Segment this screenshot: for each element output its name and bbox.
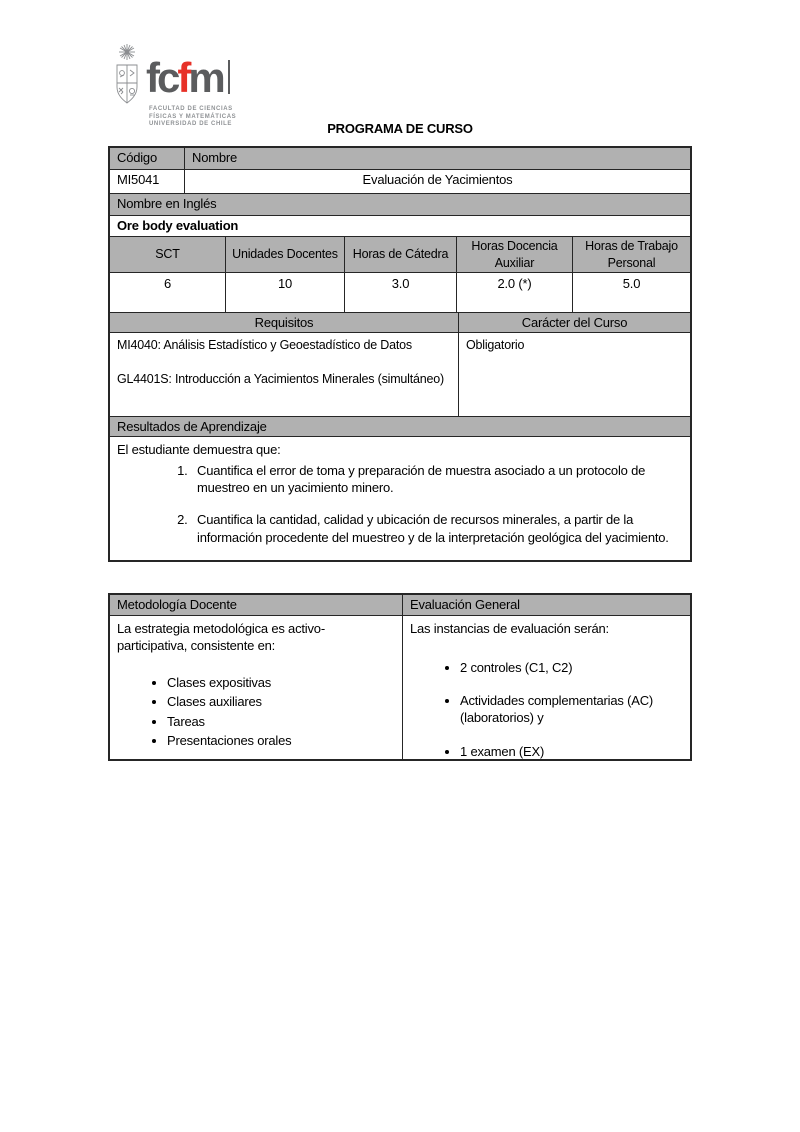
requisitos-value-row (110, 332, 690, 416)
resultados-content-row (110, 436, 690, 560)
evaluacion-intro: Las instancias de evaluación serán: (410, 621, 609, 636)
evaluacion-content (402, 616, 690, 759)
resultados-content (110, 437, 690, 560)
logo-letters-fc: fc (146, 54, 178, 101)
horas-docencia-value: 2.0 (*) (456, 273, 572, 312)
english-name-header-row (110, 193, 690, 215)
page-title: PROGRAMA DE CURSO (327, 121, 473, 136)
requisitos-header-row (110, 312, 690, 332)
learning-outcome-item: 1. Cuantifica el error de toma y preparación de muestra asociado a un protocolo de muestreo en un yacimiento minero. (191, 462, 683, 496)
logo-letter-m: m (188, 54, 223, 101)
sct-value: 6 (163, 276, 172, 291)
requisitos-label: Requisitos (110, 313, 458, 332)
method-eval-table (108, 593, 692, 761)
nombre-ingles-value: Ore body evaluation (117, 218, 239, 233)
resultados-label: Resultados de Aprendizaje (110, 417, 690, 436)
codigo-label: Código (110, 148, 184, 169)
caracter-label: Carácter del Curso (458, 313, 690, 332)
requisito-line: MI4040: Análisis Estadístico y Geoestadístico de Datos (117, 338, 412, 352)
learning-outcome-item: 2. Cuantifica la cantidad, calidad y ubicación de recursos minerales, a partir de la información procedente del muestreo y de la interpretación geológica del yacimiento. (191, 511, 683, 545)
code-name-header-row (110, 148, 690, 169)
methodology-item: • Presentaciones orales (167, 732, 395, 749)
metodologia-label: Metodología Docente (110, 595, 402, 615)
horas-trabajo-value: 5.0 (572, 273, 690, 312)
method-eval-header-row (110, 595, 690, 615)
credits-value-row (110, 272, 690, 312)
resultados-header-row (110, 416, 690, 436)
requisito-line: GL4401S: Introducción a Yacimientos Minerales (simultáneo) (117, 371, 444, 386)
horas-trabajo-header: Horas de Trabajo Personal (572, 237, 690, 272)
evaluation-item: • 2 controles (C1, C2) (460, 659, 683, 676)
methodology-item: • Clases expositivas (167, 674, 395, 691)
evaluation-item: • Actividades complementarias (AC) (laboratorios) y (460, 692, 683, 726)
logo-divider-bar (228, 60, 230, 94)
evaluation-list (410, 659, 683, 759)
horas-catedra-header: Horas de Cátedra (344, 237, 456, 272)
sct-header: SCT (110, 237, 225, 272)
unidades-docentes-value: 10 (225, 273, 344, 312)
evaluacion-label: Evaluación General (402, 595, 690, 615)
evaluation-item: • 1 examen (EX) (460, 743, 683, 759)
course-info-table (108, 146, 692, 562)
university-crest-icon (112, 43, 142, 117)
unidades-docentes-header: Unidades Docentes (225, 237, 344, 272)
methodology-item: • Clases auxiliares (167, 693, 395, 710)
caracter-value: Obligatorio (458, 333, 690, 416)
learning-outcomes-list (117, 462, 683, 546)
method-eval-content-row (110, 615, 690, 759)
nombre-ingles-label: Nombre en Inglés (110, 194, 690, 215)
code-name-value-row (110, 169, 690, 193)
metodologia-intro: La estrategia metodológica es activo-participativa, consistente en: (117, 621, 325, 654)
methodology-list (117, 674, 395, 749)
nombre-label: Nombre (184, 148, 690, 169)
logo-subtext-line: FACULTAD DE CIENCIAS (149, 106, 233, 112)
nombre-value: Evaluación de Yacimientos (184, 170, 690, 193)
horas-catedra-value: 3.0 (344, 273, 456, 312)
english-name-value-row (110, 215, 690, 236)
codigo-value: MI5041 (117, 172, 160, 187)
logo-subtext-line: UNIVERSIDAD DE CHILE (149, 121, 233, 127)
logo-subtext-line: FÍSICAS Y MATEMÁTICAS (149, 113, 237, 120)
metodologia-content (110, 616, 402, 759)
methodology-item: • Tareas (167, 713, 395, 730)
fcfm-logo (146, 54, 230, 101)
credits-header-row (110, 236, 690, 272)
resultados-intro: El estudiante demuestra que: (117, 442, 281, 457)
requisitos-value (110, 333, 458, 416)
logo-letter-f-red: f (177, 54, 189, 101)
horas-docencia-header: Horas Docencia Auxiliar (456, 237, 572, 272)
